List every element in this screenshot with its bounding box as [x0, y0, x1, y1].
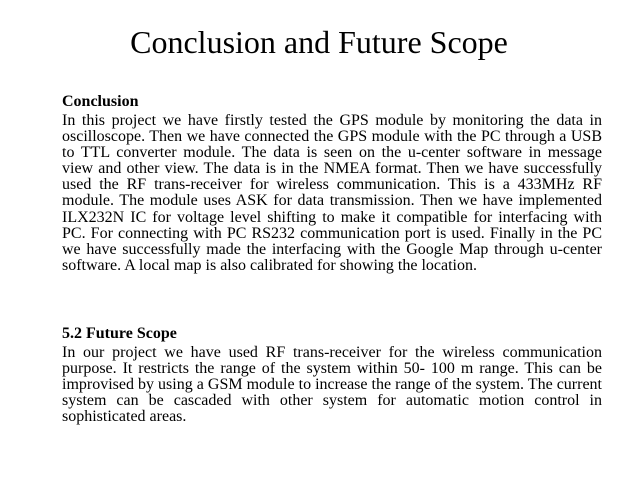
future-scope-heading: 5.2 Future Scope [62, 325, 177, 342]
conclusion-text: In this project we have firstly tested the GPS module by monitoring the data in oscilloscope. Then we have connected the GPS module with the PC through a USB to TTL converter module. The data is seen on the u-center software in message view and other view. The data is in the NMEA format. Then we have successfully used the RF trans-receiver for wireless communication. This is a 433MHz RF module. The module uses ASK for data transmission. Then we have implemented ILX232N IC for voltage level shifting to make it compatible for interfacing with PC. For connecting with PC RS232 communication port is used. Finally in the PC we have successfully made the interfacing with the Google Map through u-center software. A local map is also calibrated for showing the location. [62, 112, 602, 274]
future-scope-text: In our project we have used RF trans-receiver for the wireless communication purpose. It restricts the range of the system within 50- 100 m range. This can be improvised by using a GSM module to increase the range of the system. The current system can be cascaded with other system for automatic motion control in sophisticated areas. [62, 344, 602, 426]
slide-title: Conclusion and Future Scope [130, 24, 508, 60]
future-scope-section [62, 324, 602, 425]
conclusion-heading: Conclusion [62, 93, 139, 110]
conclusion-section [62, 92, 602, 274]
